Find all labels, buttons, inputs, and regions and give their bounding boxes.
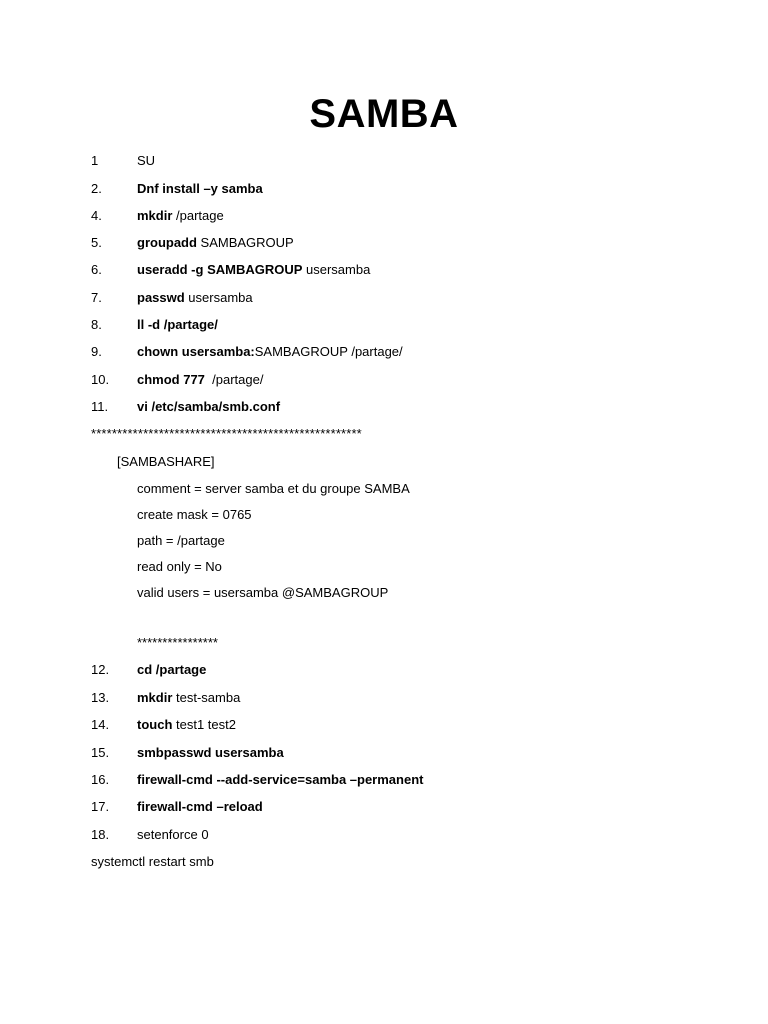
- step-number: 18.: [91, 827, 110, 842]
- step-command: [137, 717, 236, 733]
- command-keyword: firewall-cmd --add-service=samba –permanent: [137, 772, 424, 787]
- final-command: systemctl restart smb: [91, 854, 214, 869]
- step-number: 1: [91, 153, 99, 168]
- command-argument: /partage: [172, 208, 224, 223]
- command-keyword: cd /partage: [137, 662, 207, 677]
- command-keyword: groupadd: [137, 235, 197, 250]
- command-keyword: ll -d /partage/: [137, 317, 218, 332]
- step-command: [137, 290, 253, 306]
- step-command: [137, 235, 294, 251]
- step-number: 10.: [91, 372, 110, 387]
- command-keyword: chmod 777: [137, 372, 205, 387]
- step-command: [137, 399, 280, 415]
- command-keyword: chown usersamba:: [137, 344, 255, 359]
- page-title: SAMBA: [309, 92, 459, 136]
- step-number: 8.: [91, 317, 102, 332]
- step-number: 7.: [91, 290, 102, 305]
- command-keyword: mkdir: [137, 690, 173, 705]
- step-number: 9.: [91, 344, 102, 359]
- config-line: valid users = usersamba @SAMBAGROUP: [137, 585, 389, 600]
- config-line: read only = No: [137, 559, 222, 574]
- command-keyword: useradd -g SAMBAGROUP: [137, 262, 303, 277]
- step-command: [137, 690, 240, 706]
- config-line: create mask = 0765: [137, 507, 252, 522]
- step-command: [137, 772, 423, 788]
- step-command: [137, 662, 206, 678]
- command-keyword: Dnf install –y samba: [137, 181, 263, 196]
- command-argument: test-samba: [172, 690, 241, 705]
- command-keyword: mkdir: [137, 208, 173, 223]
- step-command: [137, 317, 218, 333]
- step-number: 4.: [91, 208, 102, 223]
- step-number: 14.: [91, 717, 110, 732]
- separator-short: ****************: [137, 635, 218, 650]
- config-line: comment = server samba et du groupe SAMBA: [137, 481, 410, 496]
- step-number: 13.: [91, 690, 110, 705]
- step-command: [137, 344, 403, 360]
- command-argument: usersamba: [302, 262, 371, 277]
- step-number: 15.: [91, 745, 110, 760]
- command-keyword: smbpasswd usersamba: [137, 745, 284, 760]
- command-argument: SU: [137, 153, 156, 168]
- command-argument: setenforce 0: [137, 827, 209, 842]
- step-number: 6.: [91, 262, 102, 277]
- step-command: [137, 262, 370, 278]
- step-number: 5.: [91, 235, 102, 250]
- step-command: [137, 181, 263, 197]
- step-command: [137, 372, 263, 388]
- command-keyword: touch: [137, 717, 173, 732]
- step-number: 12.: [91, 662, 110, 677]
- command-keyword: firewall-cmd –reload: [137, 799, 263, 814]
- step-number: 16.: [91, 772, 110, 787]
- command-argument: usersamba: [184, 290, 253, 305]
- command-keyword: vi /etc/samba/smb.conf: [137, 399, 281, 414]
- step-command: [137, 208, 224, 224]
- command-argument: SAMBAGROUP /partage/: [254, 344, 403, 359]
- config-section-header: [SAMBASHARE]: [117, 454, 215, 469]
- step-command: [137, 799, 263, 815]
- step-command: [137, 153, 155, 169]
- config-line: path = /partage: [137, 533, 225, 548]
- step-number: 2.: [91, 181, 102, 196]
- step-number: 11.: [91, 399, 109, 414]
- step-number: 17.: [91, 799, 110, 814]
- command-argument: SAMBAGROUP: [196, 235, 294, 250]
- step-command: [137, 827, 209, 843]
- separator-long: ****************************************************: [91, 426, 362, 441]
- command-argument: /partage/: [204, 372, 264, 387]
- command-argument: test1 test2: [172, 717, 236, 732]
- command-keyword: passwd: [137, 290, 185, 305]
- step-command: [137, 745, 284, 761]
